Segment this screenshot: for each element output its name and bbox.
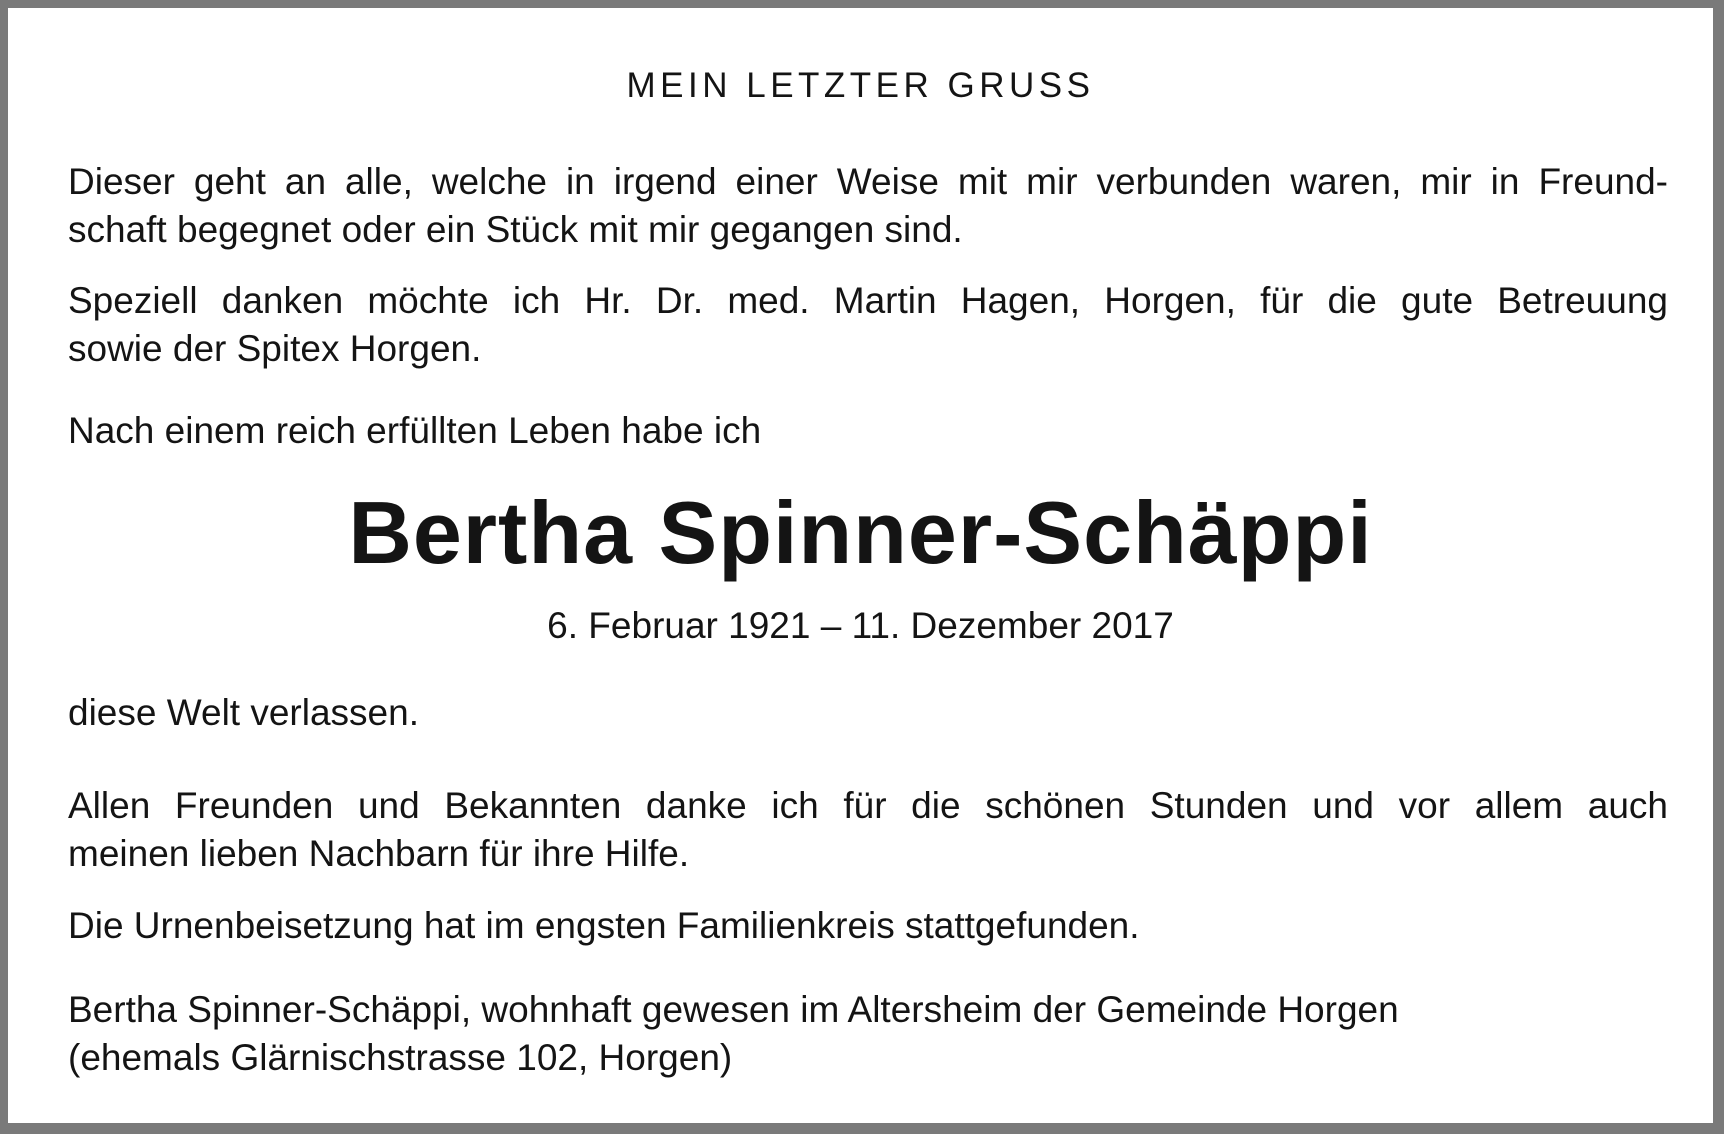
burial-line: Die Urnenbeisetzung hat im engsten Familienkreis stattgefunden.	[68, 905, 1140, 946]
life-dates: 6. Februar 1921 – 11. Dezember 2017	[547, 605, 1174, 646]
friends-line-1: Allen Freunden und Bekannten danke ich für die schönen Stunden und vor allem auch	[68, 785, 1668, 826]
address-line-2: (ehemals Glärnischstrasse 102, Horgen)	[68, 1037, 733, 1078]
greeting-line-2: schaft begegnet oder ein Stück mit mir gegangen sind.	[68, 209, 963, 250]
greeting-line-1: Dieser geht an alle, welche in irgend einer Weise mit mir verbunden waren, mir in Freund-	[68, 161, 1668, 202]
notice-heading: MEIN LETZTER GRUSS	[626, 66, 1095, 105]
outro-line: diese Welt verlassen.	[68, 692, 419, 733]
deceased-name: Bertha Spinner-Schäppi	[348, 483, 1373, 582]
intro-line: Nach einem reich erfüllten Leben habe ich	[68, 410, 762, 451]
thanks-line-2: sowie der Spitex Horgen.	[68, 328, 482, 369]
address-line-1: Bertha Spinner-Schäppi, wohnhaft gewesen im Altersheim der Gemeinde Horgen	[68, 989, 1399, 1030]
friends-line-2: meinen lieben Nachbarn für ihre Hilfe.	[68, 833, 690, 874]
thanks-line-1: Speziell danken möchte ich Hr. Dr. med. Martin Hagen, Horgen, für die gute Betreuung	[68, 280, 1668, 321]
